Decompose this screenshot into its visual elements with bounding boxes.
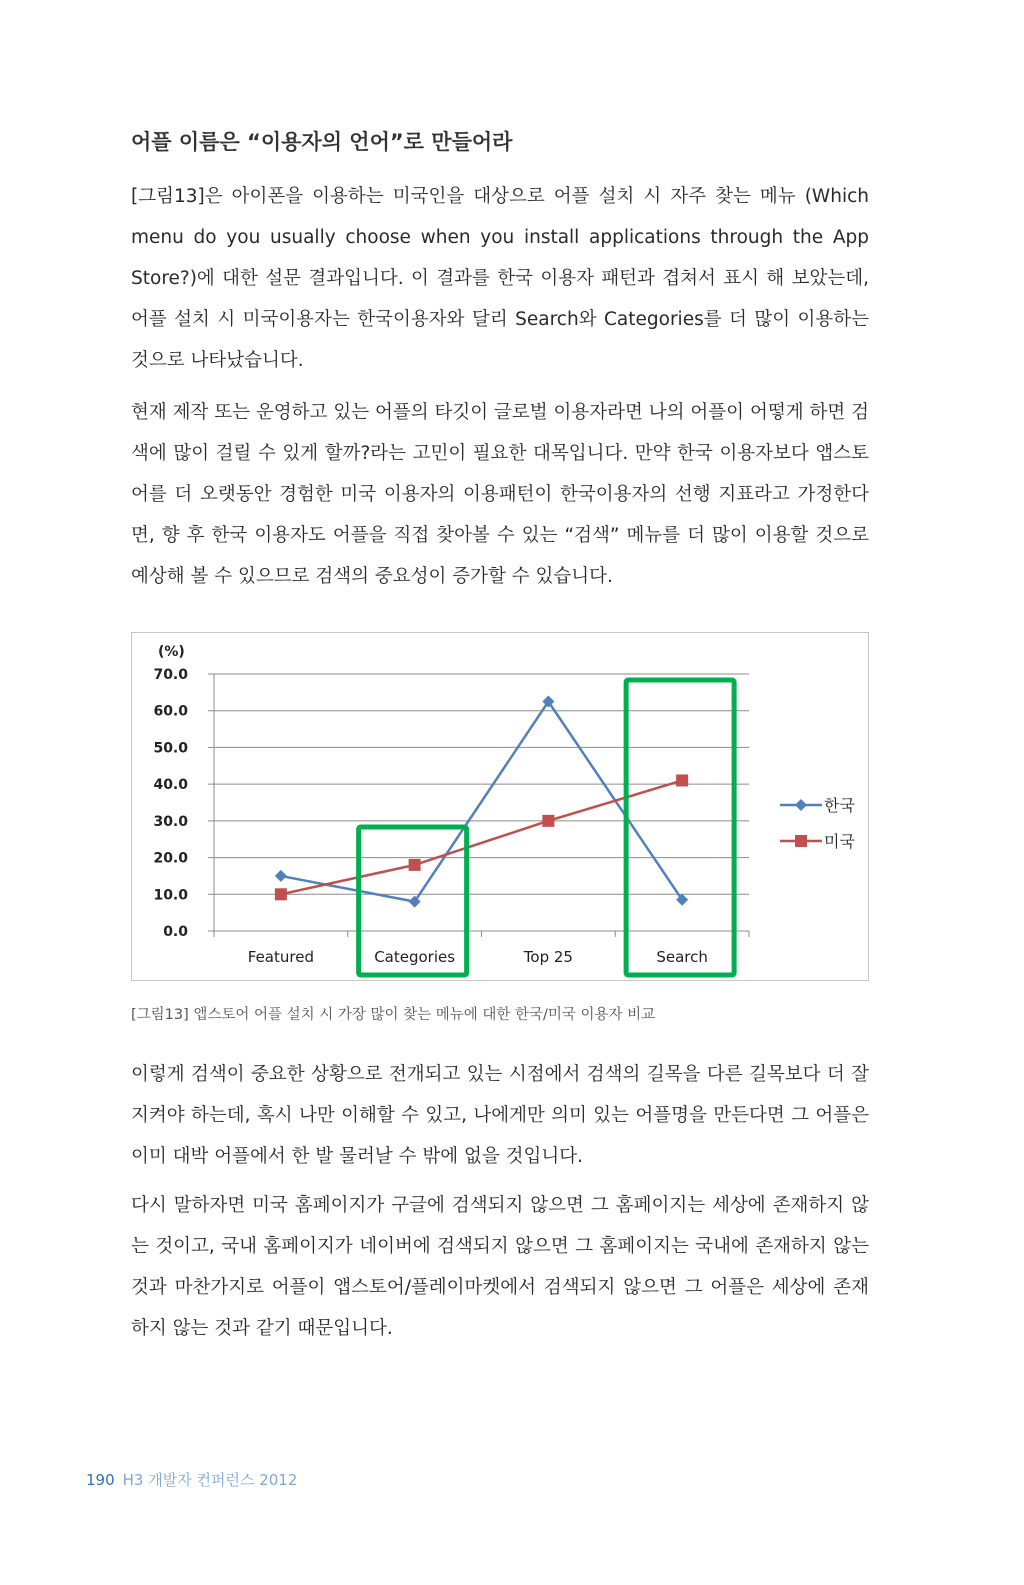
y-tick-label: 0.0: [163, 924, 188, 940]
line-chart: [132, 633, 868, 980]
legend-marker-diamond: [795, 799, 807, 811]
data-point-square: [542, 815, 554, 827]
paragraph-1: [그림13]은 아이폰을 이용하는 미국인을 대상으로 어플 설치 시 자주 찾는 메뉴 (Which menu do you usually choose when you install applications through the App Store?)에 대한 설문 결과입니다. 이 결과를 한국 이용자 패턴과 겹쳐서 표시 해 보았는데, 어플 설치 시 미국이용자는 한국이용자와 달리 Search와 Categories를 더 많이 이용하는 것으로 나타났습니다.: [131, 186, 869, 371]
data-point-square: [275, 888, 287, 900]
data-point-square: [676, 774, 688, 786]
y-tick-label: 60.0: [153, 703, 188, 720]
page-number: 190: [86, 1471, 115, 1489]
x-tick-label: Search: [656, 948, 708, 966]
y-tick-label: 40.0: [153, 777, 188, 794]
y-tick-label: 10.0: [153, 887, 188, 904]
page-footer: [86, 1469, 297, 1490]
y-axis-unit-label: (%): [158, 644, 185, 660]
y-tick-label: 30.0: [153, 813, 188, 830]
data-point-diamond: [275, 870, 287, 882]
x-tick-label: Featured: [247, 948, 314, 966]
series-line-0: [281, 702, 682, 902]
paragraph-2: 현재 제작 또는 운영하고 있는 어플의 타깃이 글로벌 이용자라면 나의 어플이 어떻게 하면 검색에 많이 걸릴 수 있게 할까?라는 고민이 필요한 대목입니다. 만약 한국 이용자보다 앱스토어를 더 오랫동안 경험한 미국 이용자의 이용패턴이 한국이용자의 선행 지표라고 가정한다면, 향 후 한국 이용자도 어플을 직접 찾아볼 수 있는 “검색” 메뉴를 더 많이 이용할 것으로 예상해 볼 수 있으므로 검색의 중요성이 증가할 수 있습니다.: [131, 402, 869, 587]
x-tick-label: Top 25: [523, 948, 573, 966]
x-tick-label: Categories: [374, 948, 456, 966]
y-tick-label: 50.0: [153, 740, 188, 757]
y-tick-label: 70.0: [153, 667, 188, 683]
section-heading: 어플 이름은 “이용자의 언어”로 만들어라: [131, 130, 513, 154]
legend-label: 한국: [824, 796, 855, 815]
legend-marker-square: [795, 835, 807, 847]
legend-label: 미국: [824, 832, 855, 851]
footer-title: H3 개발자 컨퍼런스 2012: [122, 1471, 298, 1489]
chart-figure: [131, 632, 869, 981]
data-point-square: [409, 859, 421, 871]
figure-caption: [그림13] 앱스토어 어플 설치 시 가장 많이 찾는 메뉴에 대한 한국/미국 이용자 비교: [131, 1007, 656, 1023]
series-line-1: [281, 780, 682, 894]
paragraph-3: 이렇게 검색이 중요한 상황으로 전개되고 있는 시점에서 검색의 길목을 다른 길목보다 더 잘 지켜야 하는데, 혹시 나만 이해할 수 있고, 나에게만 의미 있는 어플명을 만든다면 그 어플은 이미 대박 어플에서 한 발 물러날 수 밖에 없을 것입니다.: [131, 1064, 869, 1167]
paragraph-4: 다시 말하자면 미국 홈페이지가 구글에 검색되지 않으면 그 홈페이지는 세상에 존재하지 않는 것이고, 국내 홈페이지가 네이버에 검색되지 않으면 그 홈페이지는 국내에 존재하지 않는 것과 마찬가지로 어플이 앱스토어/플레이마켓에서 검색되지 않으면 그 어플은 세상에 존재하지 않는 것과 같기 때문입니다.: [131, 1195, 869, 1339]
y-tick-label: 20.0: [153, 850, 188, 867]
